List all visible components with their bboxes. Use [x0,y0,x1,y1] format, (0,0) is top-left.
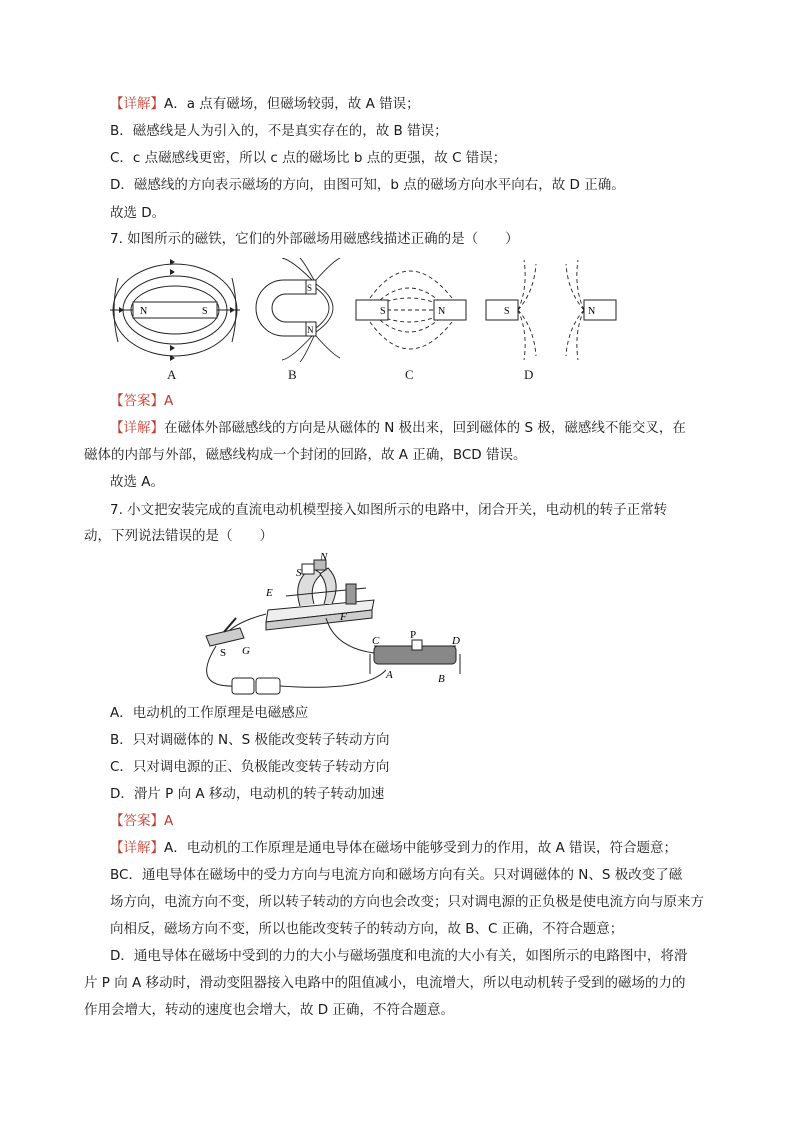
motor-circuit-figure [196,552,496,700]
option-label-b: B [288,367,297,382]
svg-text:N: N [307,325,314,335]
option-label-c: C [405,367,414,382]
magnet-figure-c [352,262,472,358]
q7a-detail-line-2: 磁体的内部与外部，磁感线构成一个封闭的回路，故 A 正确，BCD 错误。 [84,447,527,463]
q7a-question: 7. 如图所示的磁铁，它们的外部磁场用磁感线描述正确的是（ ） [110,231,519,247]
svg-text:S: S [307,283,313,293]
q7b-detail-line-1: 【详解】A．电动机的工作原理是通电导体在磁场中能够受到力的作用，故 A 错误，符合题意； [110,840,678,856]
q7b-detail-line-7: 作用会增大，转动的速度也会增大，故 D 正确，不符合题意。 [84,1002,454,1018]
option-label-a: A [167,367,177,382]
q7b-detail-line-6: 片 P 向 A 移动时，滑动变阻器接入电路中的阻值减小，电流增大，所以电动机转子受到的磁场的力的 [84,975,686,991]
option-label-d: D [524,367,534,382]
q7b-detail-line-3: 场方向，电流方向不变，所以转子转动的方向也会改变；只对调电源的正负极是使电流方向与原来方 [110,894,704,910]
magnet-figure-a [110,258,240,362]
q6-detail-line-5: 故选 D。 [110,205,166,221]
q7b-question-line-1: 7. 小文把安装完成的直流电动机模型接入如图所示的电路中，闭合开关，电动机的转子正常转 [110,502,668,518]
svg-text:N: N [140,306,148,317]
q6-detail-line-1: 【详解】A．a 点有磁场，但磁场较弱，故 A 错误； [110,96,420,112]
q7b-option-a: A．电动机的工作原理是电磁感应 [110,705,309,721]
q7b-answer: 【答案】A [110,813,174,829]
detail-tag: 【详解】 [110,96,164,112]
q7b-option-d: D．滑片 P 向 A 移动，电动机的转子转动加速 [110,786,385,802]
svg-text:S: S [504,306,510,317]
svg-text:E: E [266,587,273,599]
q7a-answer: 【答案】A [110,393,174,409]
q7a-detail-line-3: 故选 A。 [110,474,165,490]
q7b-detail-line-5: D．通电导体在磁场中受到的力的大小与磁场强度和电流的大小有关，如图所示的电路图中，将滑 [110,948,688,964]
svg-text:N: N [438,306,446,317]
svg-text:S: S [296,567,302,579]
magnet-figure-d [484,258,620,362]
svg-text:C: C [372,635,380,647]
svg-text:S: S [220,647,227,659]
q6-detail-line-3: C．c 点磁感线更密，所以 c 点的磁场比 b 点的更强，故 C 错误； [110,150,507,166]
svg-text:S: S [202,306,208,317]
svg-text:N: N [588,306,596,317]
q7b-question-line-2: 动，下列说法错误的是（ ） [84,528,273,544]
q7b-option-b: B．只对调磁体的 N、S 极能改变转子转动方向 [110,732,390,748]
svg-text:S: S [380,306,386,317]
q7b-detail-line-2: BC．通电导体在磁场中的受力方向与电流方向和磁场方向有关。只对调磁体的 N、S 极改变了磁 [110,867,683,883]
svg-text:G: G [242,645,250,657]
magnet-figure-b [252,258,342,362]
svg-text:P: P [410,629,417,641]
q6-detail-line-4: D．磁感线的方向表示磁场的方向，由图可知，b 点的磁场方向水平向右，故 D 正确。 [110,177,625,193]
svg-text:B: B [438,673,445,685]
q6-detail-line-2: B．磁感线是人为引入的，不是真实存在的，故 B 错误； [110,123,448,139]
svg-text:N: N [320,552,328,563]
q7b-detail-line-4: 向相反，磁场方向不变，所以也能改变转子的转动方向，故 B、C 正确，不符合题意； [110,921,624,937]
svg-text:F: F [340,611,347,623]
q7a-detail-line-1: 【详解】在磁体外部磁感线的方向是从磁体的 N 极出来，回到磁体的 S 极，磁感线不能交叉，在 [110,420,686,436]
svg-text:A: A [386,669,393,681]
q7b-option-c: C．只对调电源的正、负极能改变转子转动方向 [110,759,390,775]
svg-text:D: D [452,635,460,647]
